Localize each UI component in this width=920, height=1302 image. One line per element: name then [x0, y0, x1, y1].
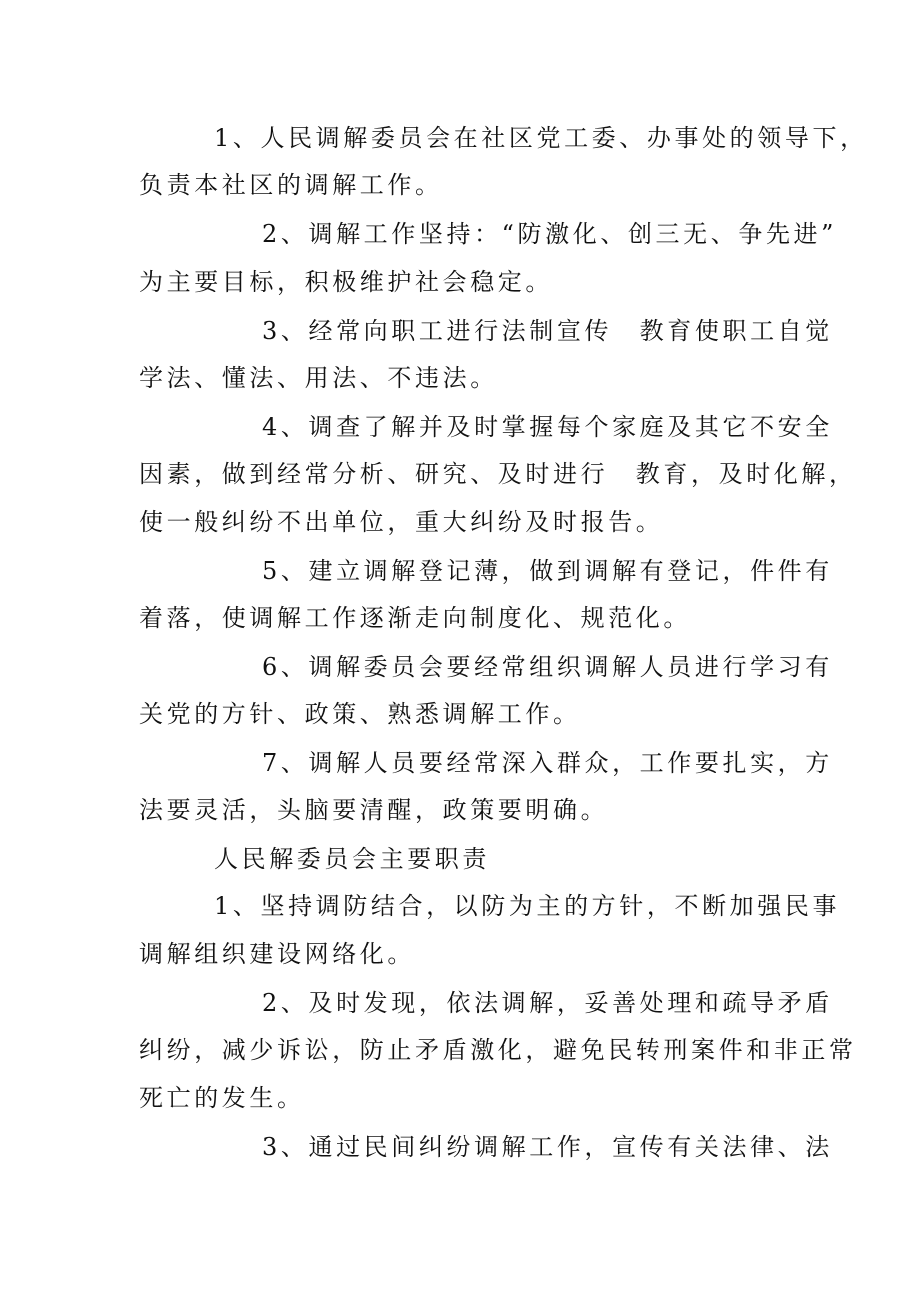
para-line: 纠纷，减少诉讼，防止矛盾激化，避免民转刑案件和非正常 — [139, 1036, 857, 1064]
para-line: 法要灵活，头脑要清醒，政策要明确。 — [139, 796, 609, 824]
para-line: 学法、懂法、用法、不违法。 — [139, 364, 498, 392]
para-line: 7、调解人员要经常深入群众，工作要扎实，方 — [262, 749, 833, 777]
para-line: 调解组织建设网络化。 — [139, 940, 415, 968]
section-heading: 人民解委员会主要职责 — [214, 845, 490, 873]
para-line: 死亡的发生。 — [139, 1084, 305, 1112]
para-line: 使一般纠纷不出单位，重大纠纷及时报告。 — [139, 508, 664, 536]
para-line: 6、调解委员会要经常组织调解人员进行学习有 — [262, 653, 833, 681]
para-line: 关党的方针、政策、熟悉调解工作。 — [139, 700, 581, 728]
para-line: 1、人民调解委员会在社区党工委、办事处的领导下， — [214, 124, 868, 152]
para-line: 负责本社区的调解工作。 — [139, 171, 443, 199]
para-line: 2、及时发现，依法调解，妥善处理和疏导矛盾 — [262, 989, 833, 1017]
para-line: 4、调查了解并及时掌握每个家庭及其它不安全 — [262, 413, 833, 441]
para-line: 着落，使调解工作逐渐走向制度化、规范化。 — [139, 604, 691, 632]
para-line: 为主要目标，积极维护社会稳定。 — [139, 268, 553, 296]
para-line: 1、坚持调防结合，以防为主的方针，不断加强民事 — [214, 892, 841, 920]
para-line: 2、调解工作坚持：“防激化、创三无、争先进” — [262, 220, 838, 248]
para-line: 因素，做到经常分析、研究、及时进行 教育，及时化解， — [139, 460, 857, 488]
para-line: 5、建立调解登记薄，做到调解有登记，件件有 — [262, 557, 833, 585]
para-line: 3、经常向职工进行法制宣传 教育使职工自觉 — [262, 317, 833, 345]
para-line: 3、通过民间纠纷调解工作，宣传有关法律、法 — [262, 1133, 833, 1161]
